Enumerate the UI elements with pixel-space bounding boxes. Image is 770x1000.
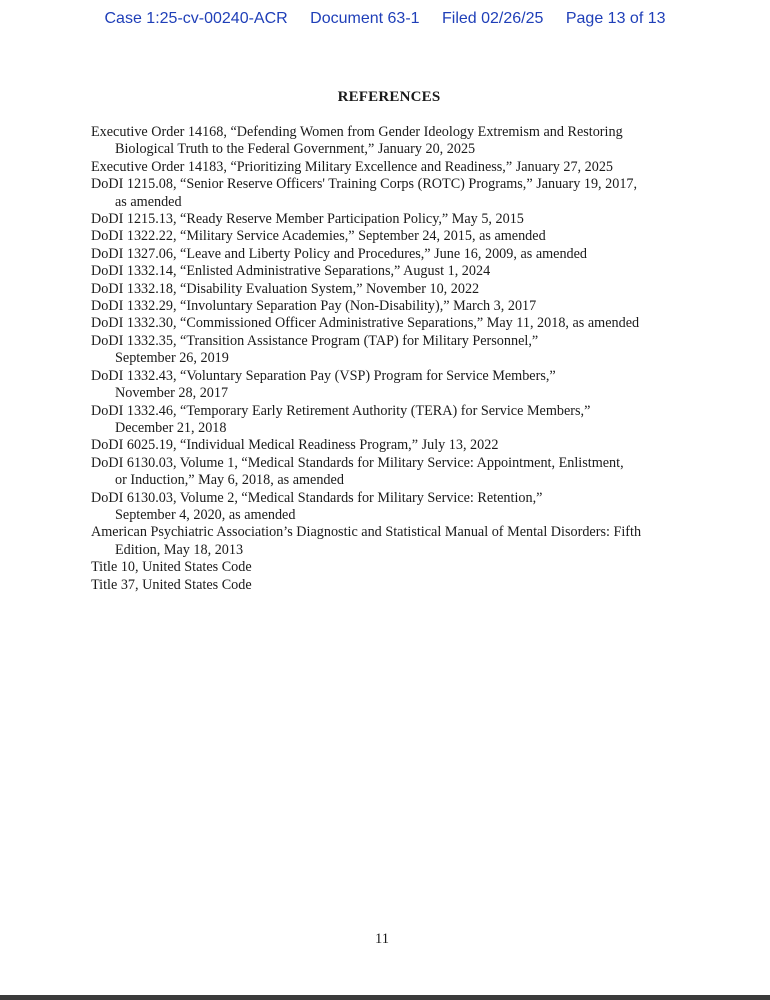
case-header [0, 10, 770, 28]
page-number: 11 [375, 931, 389, 947]
reference-entry: DoDI 6130.03, Volume 1, “Medical Standards for Military Service: Appointment, Enlistment, [91, 454, 624, 471]
reference-entry: American Psychiatric Association’s Diagnostic and Statistical Manual of Mental Disorders: Fifth [91, 524, 642, 541]
reference-entry: DoDI 1332.43, “Voluntary Separation Pay (VSP) Program for Service Members,” [91, 367, 556, 384]
viewer-bottom-edge [0, 995, 770, 1000]
reference-entry: DoDI 1322.22, “Military Service Academies,” September 24, 2015, as amended [91, 228, 546, 245]
reference-entry-continuation: September 4, 2020, as amended [115, 506, 296, 523]
reference-entry: DoDI 1332.35, “Transition Assistance Program (TAP) for Military Personnel,” [91, 332, 539, 349]
reference-entry: DoDI 1327.06, “Leave and Liberty Policy and Procedures,” June 16, 2009, as amended [91, 245, 588, 262]
reference-entry-continuation: December 21, 2018 [115, 419, 227, 436]
document-number: Document 63-1 [310, 10, 420, 27]
reference-entry: Title 37, United States Code [91, 576, 252, 593]
filed-date: Filed 02/26/25 [442, 10, 544, 27]
reference-entry-continuation: September 26, 2019 [115, 350, 229, 367]
reference-entry: DoDI 1215.13, “Ready Reserve Member Participation Policy,” May 5, 2015 [91, 211, 524, 228]
reference-entry-continuation: Biological Truth to the Federal Government,” January 20, 2025 [115, 141, 476, 158]
reference-entry-continuation: Edition, May 18, 2013 [115, 541, 244, 558]
case-number: Case 1:25-cv-00240-ACR [104, 10, 288, 27]
reference-entry: DoDI 1332.30, “Commissioned Officer Administrative Separations,” May 11, 2018, as amended [91, 315, 640, 332]
reference-entry-continuation: as amended [115, 193, 182, 210]
references-list [91, 124, 691, 594]
reference-entry: DoDI 1332.14, “Enlisted Administrative Separations,” August 1, 2024 [91, 263, 491, 280]
reference-entry: Executive Order 14183, “Prioritizing Military Excellence and Readiness,” January 27, 2025 [91, 158, 614, 175]
reference-entry: Executive Order 14168, “Defending Women from Gender Ideology Extremism and Restoring [91, 124, 623, 140]
reference-entry: DoDI 1332.46, “Temporary Early Retirement Authority (TERA) for Service Members,” [91, 402, 591, 419]
reference-entry: Title 10, United States Code [91, 559, 252, 576]
references-heading: REFERENCES [337, 89, 441, 105]
reference-entry-continuation: November 28, 2017 [115, 385, 229, 402]
reference-entry: DoDI 6025.19, “Individual Medical Readiness Program,” July 13, 2022 [91, 437, 499, 454]
reference-entry: DoDI 1215.08, “Senior Reserve Officers' Training Corps (ROTC) Programs,” January 19, 2017, [91, 176, 638, 193]
reference-entry: DoDI 6130.03, Volume 2, “Medical Standards for Military Service: Retention,” [91, 489, 543, 506]
reference-entry: DoDI 1332.18, “Disability Evaluation System,” November 10, 2022 [91, 280, 480, 297]
reference-entry: DoDI 1332.29, “Involuntary Separation Pay (Non-Disability),” March 3, 2017 [91, 298, 537, 315]
page-count: Page 13 of 13 [565, 10, 666, 27]
reference-entry-continuation: or Induction,” May 6, 2018, as amended [115, 472, 344, 489]
